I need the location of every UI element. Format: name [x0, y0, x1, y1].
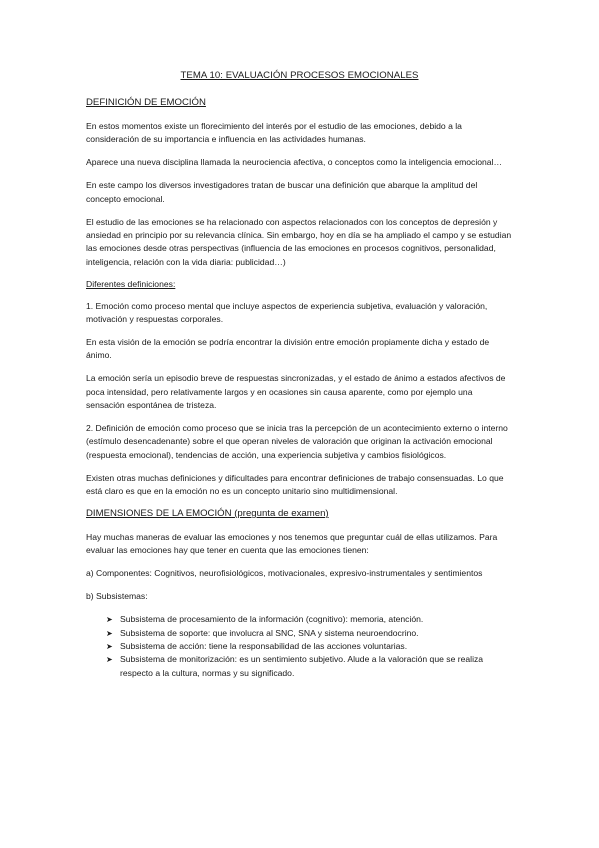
paragraph: 1. Emoción como proceso mental que incluye aspectos de experiencia subjetiva, evaluación y valoración, motivación y respuestas corporales. [86, 300, 488, 325]
paragraph: b) Subsistemas: [86, 591, 148, 602]
subsystems-list [86, 613, 513, 680]
paragraph: El estudio de las emociones se ha relacionado con aspectos relacionados con los conceptos de depresión y ansiedad en principio por su relevancia clínica. Sin embargo, hoy en día se ha ampliado el campo y se estudian las emociones desde otras perspectivas (influencia de las emociones en procesos cognitivos, personalidad, inteligencia, relación con la vida diaria: publicidad…) [86, 216, 512, 267]
paragraph: 2. Definición de emoción como proceso que se inicia tras la percepción de un acontecimiento externo o interno (estímulo desencadenante) sobre el que operan niveles de valoración que originan la activación emocional (respuesta emocional), tendencias de acción, una experiencia subjetiva y cambios fisiológicos. [86, 423, 508, 460]
list-item-text: Subsistema de procesamiento de la información (cognitivo): memoria, atención. [120, 614, 424, 625]
paragraph: Aparece una nueva disciplina llamada la neurociencia afectiva, o conceptos como la inteligencia emocional… [86, 157, 503, 168]
arrow-bullet-icon: ➤ [106, 628, 113, 638]
paragraph: En esta visión de la emoción se podría encontrar la división entre emoción propiamente dicha y estado de ánimo. [86, 336, 490, 361]
paragraph: En este campo los diversos investigadores tratan de buscar una definición que abarque la amplitud del concepto emocional. [86, 180, 478, 204]
section-heading-definicion: DEFINICIÓN DE EMOCIÓN [86, 97, 206, 108]
list-item [106, 653, 513, 680]
paragraph: La emoción sería un episodio breve de respuestas sincronizadas, y el estado de ánimo a estados afectivos de poca intensidad, pero relativamente largos y en ocasiones sin causa aparente, como por ejemplo una sensación espontánea de tristeza. [86, 373, 506, 411]
section-heading-note: (pregunta de examen) [231, 508, 329, 520]
arrow-bullet-icon: ➤ [106, 641, 113, 651]
section-heading-dimensiones [86, 508, 513, 519]
document-title: TEMA 10: EVALUACIÓN PROCESOS EMOCIONALES [180, 70, 419, 81]
list-item [106, 640, 513, 653]
list-item [106, 613, 513, 626]
arrow-bullet-icon: ➤ [106, 655, 113, 665]
subheading-diferentes-definiciones: Diferentes definiciones: [86, 278, 176, 289]
paragraph: Hay muchas maneras de evaluar las emociones y nos tenemos que preguntar cuál de ellas utilizamos. Para evaluar las emociones hay que tener en cuenta que las emociones tienen: [86, 532, 498, 556]
section-heading-dimensiones-text: DIMENSIONES DE LA EMOCIÓN [86, 508, 232, 520]
list-item-text: Subsistema de monitorización: es un sentimiento subjetivo. Alude a la valoración que se realiza respecto a la cultura, normas y su significado. [120, 654, 484, 678]
list-item-text: Subsistema de acción: tiene la responsabilidad de las acciones voluntarias. [120, 640, 408, 651]
paragraph: a) Componentes: Cognitivos, neurofisiológicos, motivacionales, expresivo-instrumentales y sentimientos [86, 568, 483, 579]
paragraph: Existen otras muchas definiciones y dificultades para encontrar definiciones de trabajo consensuadas. Lo que está claro es que en la emoción no es un concepto unitario sino multidimensional. [86, 472, 504, 497]
list-item-text: Subsistema de soporte: que involucra al SNC, SNA y sistema neuroendocrino. [120, 627, 419, 638]
arrow-bullet-icon: ➤ [106, 615, 113, 625]
paragraph: En estos momentos existe un florecimiento del interés por el estudio de las emociones, debido a la consideración de su importancia e influencia en las actividades humanas. [86, 121, 462, 145]
list-item [106, 627, 513, 640]
